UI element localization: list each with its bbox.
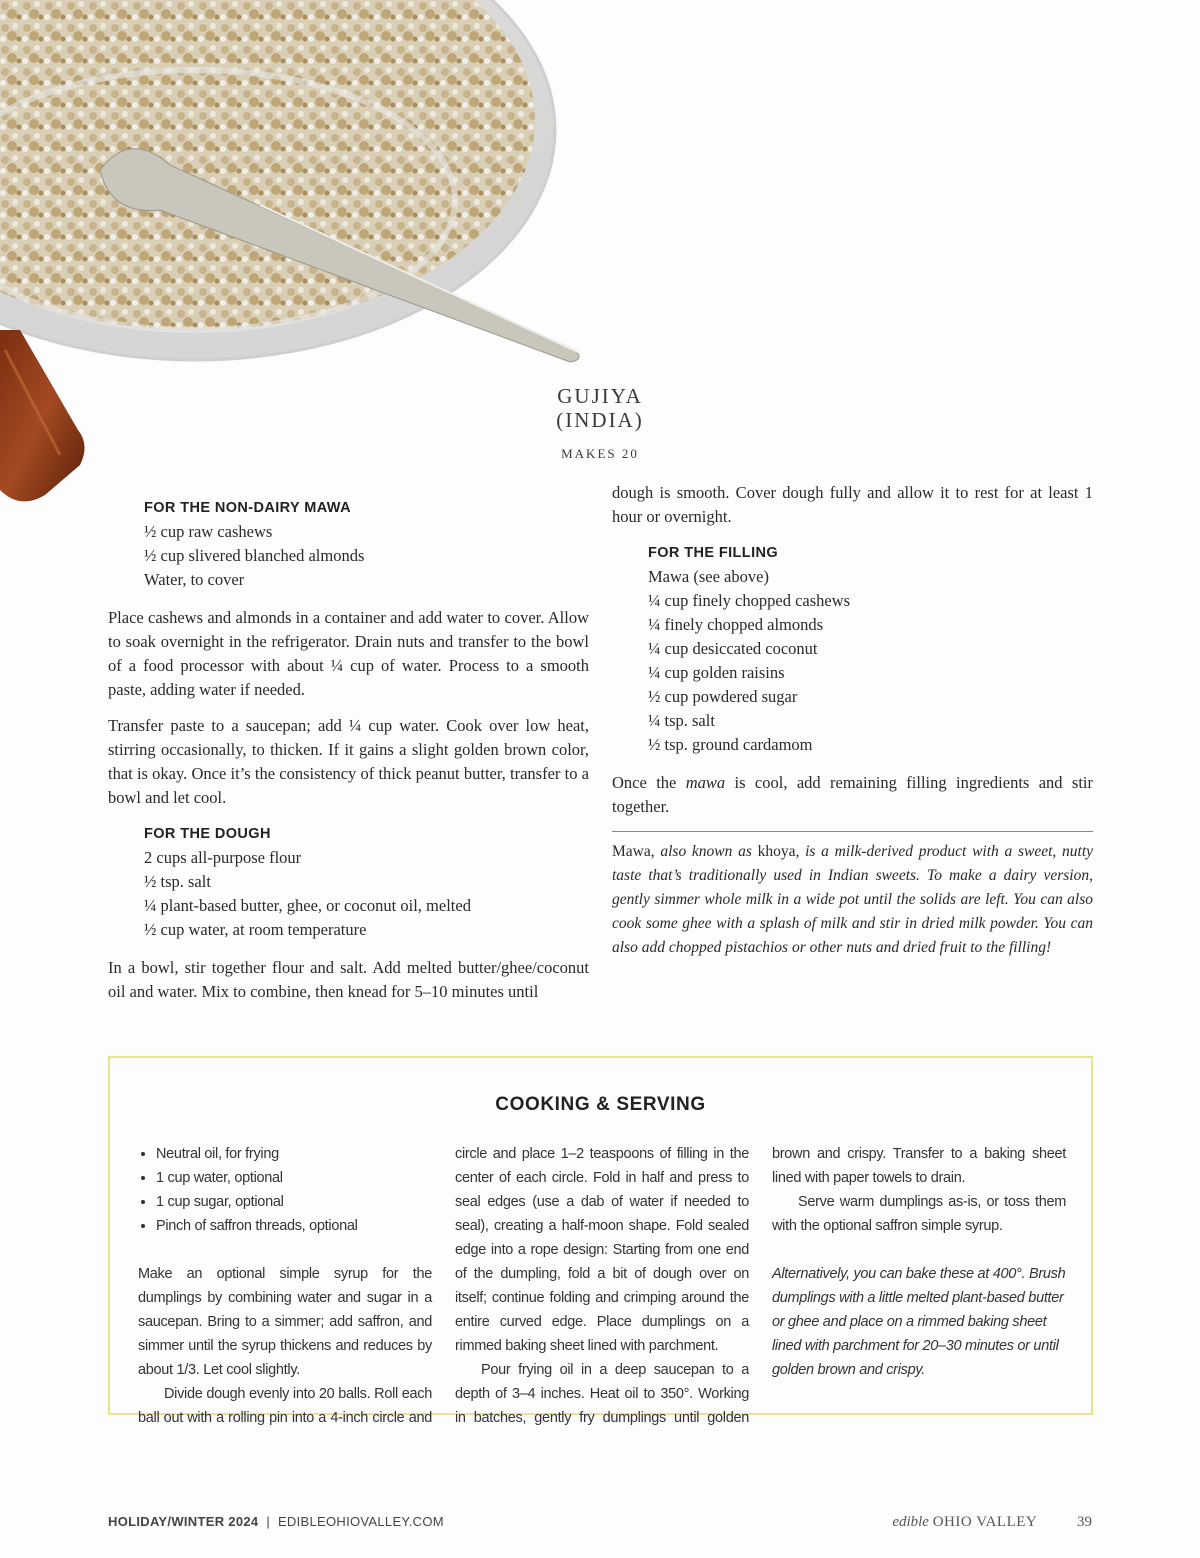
- recipe-title-block: [450, 384, 750, 462]
- ingredient-item: ½ tsp. ground cardamom: [648, 735, 813, 754]
- filling-heading: FOR THE FILLING: [648, 545, 779, 561]
- dough-step-1: In a bowl, stir together flour and salt. Add melted butter/ghee/coconut oil and water. Mix to combine, then knead for 5–10 minutes until: [108, 958, 589, 1001]
- fry-step-continued: brown and crispy. Transfer to a baking sheet lined with paper towels to drain.: [772, 1146, 1066, 1186]
- ingredient-item: ¼ tsp. salt: [648, 711, 715, 730]
- footer-separator: |: [266, 1514, 271, 1529]
- list-item: • 1 cup water, optional: [156, 1166, 432, 1190]
- footer-left: [108, 1514, 444, 1529]
- filling-step-emphasis: mawa: [685, 773, 726, 792]
- recipe-yield: MAKES 20: [561, 446, 639, 461]
- list-item: • Pinch of saffron threads, optional: [156, 1214, 432, 1238]
- mawa-section: [108, 496, 589, 592]
- note-text-end: , is a milk-derived product with a sweet, nutty taste that’s traditionally used in Indian sweets. To make a dairy version, gently simmer whole milk in a wide pot until the solids are left. You can also cook some ghee with a splash of milk and stir in dried milk powder. You can also add chopped pistachios or other nuts and dried fruit to the filling!: [612, 843, 1094, 956]
- issue-label: HOLIDAY/WINTER 2024: [108, 1514, 259, 1529]
- mawa-note: [612, 831, 1093, 960]
- filling-step: [612, 771, 1093, 819]
- list-item: • Neutral oil, for frying: [156, 1142, 432, 1166]
- mawa-step-1: Place cashews and almonds in a container and add water to cover. Allow to soak overnight in the refrigerator. Drain nuts and transfer to the bowl of a food processor with about ¼ cup of water. Process to a smooth paste, adding water if needed.: [108, 608, 589, 699]
- cooking-column-2: [455, 1142, 749, 1430]
- brand-name: OHIO VALLEY: [932, 1514, 1038, 1530]
- recipe-origin: (INDIA): [556, 408, 644, 432]
- list-item: • 1 cup sugar, optional: [156, 1190, 432, 1214]
- note-term-mawa: Mawa,: [612, 843, 655, 860]
- ingredient-item: ¼ finely chopped almonds: [648, 615, 824, 634]
- left-column: [108, 496, 589, 1016]
- ingredient-item: ½ cup powdered sugar: [648, 687, 798, 706]
- ingredient-item: ½ cup slivered blanched almonds: [144, 546, 365, 565]
- brand-italic: edible: [892, 1514, 929, 1530]
- cooking-heading: COOKING & SERVING: [495, 1094, 706, 1115]
- dough-step-1-continued: dough is smooth. Cover dough fully and allow it to rest for at least 1 hour or overnight.: [612, 483, 1093, 526]
- ingredient-item: ½ cup water, at room temperature: [144, 920, 367, 939]
- mawa-step-2: Transfer paste to a saucepan; add ¼ cup water. Cook over low heat, stirring occasionally, to thicken. If it gains a slight golden brown color, that is okay. Once it’s the consistency of thick peanut butter, transfer to a bowl and let cool.: [108, 716, 589, 807]
- page-number: 39: [1077, 1514, 1092, 1530]
- divide-step-continued: circle and place 1–2 teaspoons of filling in the center of each circle. Fold in half and press to seal edges (use a dab of water if needed to seal), creating a half-moon shape. Fold sealed edge into a rope design: Starting from one end of the dumpling, fold a bit of dough over on itself; continue folding and crimping around the entire curved edge. Place dumplings on a rimmed baking sheet lined with parchment.: [455, 1146, 749, 1354]
- note-term-khoya: khoya: [757, 843, 796, 860]
- divide-step: Divide dough evenly into 20 balls. Roll each ball out with a rolling pin into a 4-inch circle and: [138, 1386, 432, 1426]
- cooking-column-3: [772, 1142, 1066, 1382]
- website-link[interactable]: EDIBLEOHIOVALLEY.COM: [277, 1514, 444, 1529]
- ingredient-item: ½ tsp. salt: [144, 872, 211, 891]
- ingredient-item: ¼ plant-based butter, ghee, or coconut oil, melted: [144, 896, 471, 915]
- syrup-text: Make an optional simple syrup for the dumplings by combining water and sugar in a saucepan. Bring to a simmer; add saffron, and simmer until the syrup thickens and reduces by about: [138, 1266, 432, 1378]
- footer-right: [892, 1514, 1092, 1531]
- syrup-text-end: . Let cool slightly.: [195, 1362, 300, 1378]
- filling-step-text: Once the: [612, 773, 686, 792]
- note-text: also known as: [654, 843, 758, 860]
- serve-step: Serve warm dumplings as-is, or toss them with the optional saffron simple syrup.: [772, 1194, 1066, 1234]
- ingredient-item: ¼ cup golden raisins: [648, 663, 785, 682]
- ingredient-item: ¼ cup desiccated coconut: [648, 639, 818, 658]
- ingredient-item: ½ cup raw cashews: [144, 522, 273, 541]
- ingredient-item: Mawa (see above): [648, 567, 769, 586]
- cooking-ingredient-list: [138, 1142, 432, 1238]
- ingredient-item: Water, to cover: [144, 570, 245, 589]
- filling-step-text-end: is cool, add remaining filling ingredients and stir together.: [612, 773, 1093, 816]
- mawa-heading: FOR THE NON-DAIRY MAWA: [144, 500, 351, 516]
- dough-section: [108, 822, 589, 942]
- ingredient-item: ¼ cup finely chopped cashews: [648, 591, 851, 610]
- right-column: [612, 481, 1093, 960]
- syrup-fraction: 1/3: [176, 1362, 196, 1378]
- dough-heading: FOR THE DOUGH: [144, 826, 271, 842]
- fry-step: Pour frying oil in a deep saucepan to a depth of 3–4 inches. Heat oil to 350°. Working in batches, gently fry dumplings until golden: [455, 1362, 749, 1426]
- rolling-pin: [0, 330, 85, 501]
- ingredient-item: 2 cups all-purpose flour: [144, 848, 302, 867]
- syrup-step: [138, 1262, 432, 1382]
- recipe-title: GUJIYA: [557, 384, 643, 408]
- bake-alternative: Alternatively, you can bake these at 400°. Brush dumplings with a little melted plant-based butter or ghee and place on a rimmed baking sheet lined with parchment for 20–30 minutes or until golden brown and crispy.: [772, 1266, 1066, 1378]
- filling-section: [612, 541, 1093, 757]
- cooking-serving-box: [108, 1056, 1093, 1426]
- cooking-column-1: [138, 1142, 432, 1430]
